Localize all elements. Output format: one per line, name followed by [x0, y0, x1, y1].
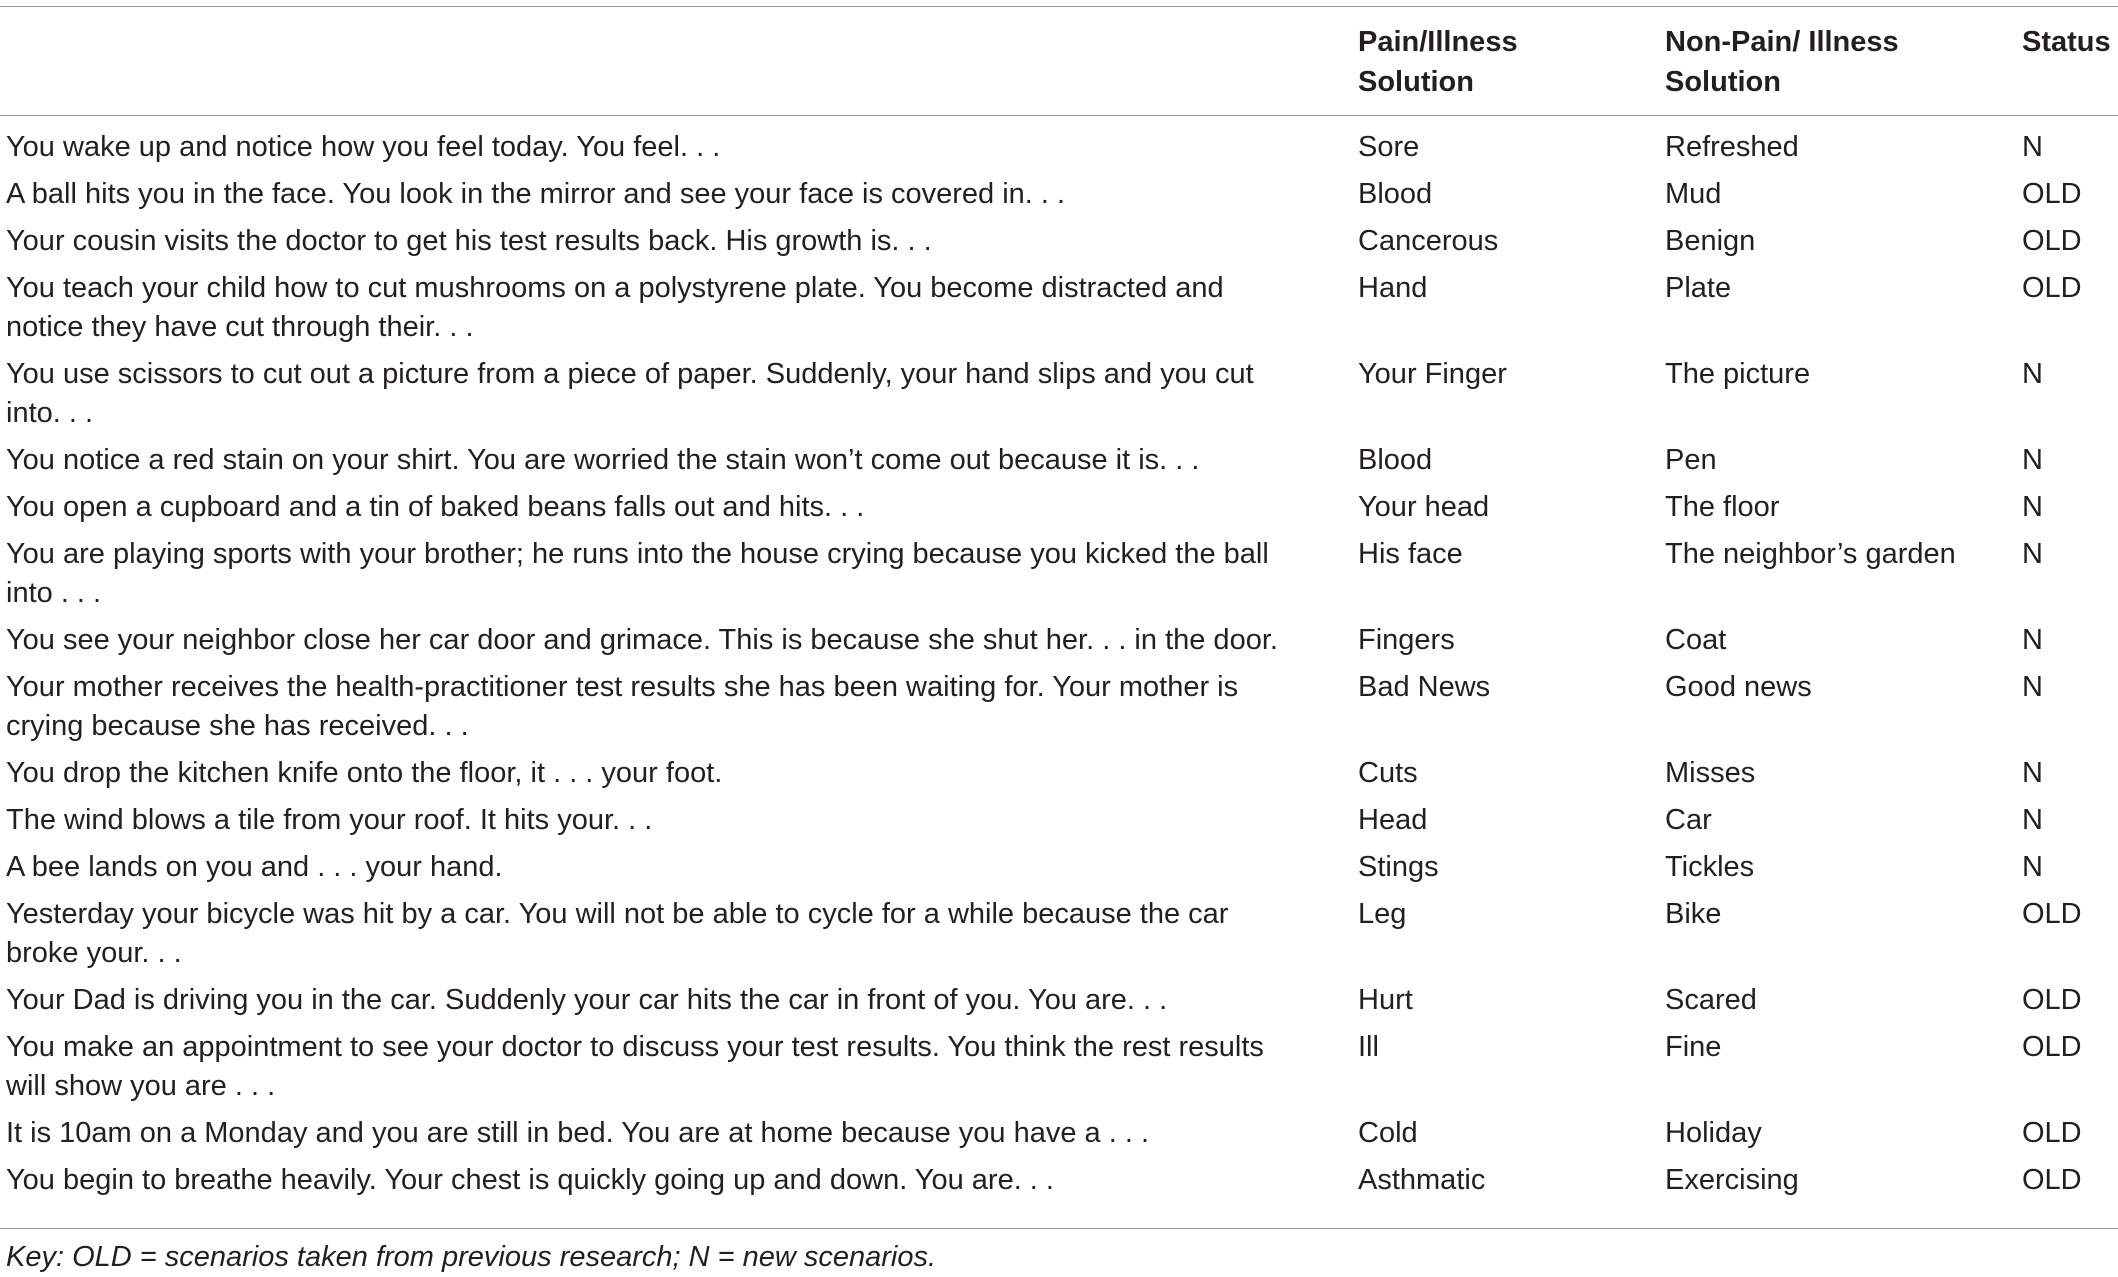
table-row [0, 754, 2118, 801]
table-row [0, 668, 2118, 754]
status-cell: N [2022, 358, 2043, 390]
nonpain-solution-cell: Coat [1665, 624, 1727, 656]
scenario-cell: You see your neighbor close her car door and grimace. This is because she shut her. . . in the door. [6, 624, 1278, 656]
pain-solution-cell: Blood [1358, 178, 1433, 210]
table-row [0, 981, 2118, 1028]
scenario-cell: You notice a red stain on your shirt. You are worried the stain won’t come out because it is. . . [6, 444, 1200, 476]
scenario-cell: You open a cupboard and a tin of baked beans falls out and hits. . . [6, 491, 865, 523]
table-row [0, 535, 2118, 621]
nonpain-solution-cell: The floor [1665, 491, 1780, 523]
pain-solution-cell: Ill [1358, 1031, 1379, 1063]
nonpain-solution-cell: Scared [1665, 984, 1757, 1016]
pain-solution-cell: Hurt [1358, 984, 1413, 1016]
scenario-cell: You teach your child how to cut mushrooms on a polystyrene plate. You become distracted and notice they have cut through their. . . [6, 272, 1224, 343]
nonpain-solution-cell: Holiday [1665, 1117, 1762, 1149]
pain-solution-cell: Sore [1358, 131, 1420, 163]
status-cell: OLD [2022, 984, 2082, 1016]
table-row [0, 175, 2118, 222]
pain-solution-cell: Your head [1358, 491, 1490, 523]
table-body [0, 128, 2118, 1208]
table-key-note: Key: OLD = scenarios taken from previous research; N = new scenarios. [6, 1241, 937, 1273]
nonpain-solution-cell: The picture [1665, 358, 1811, 390]
pain-solution-cell: Hand [1358, 272, 1428, 304]
scenario-cell: It is 10am on a Monday and you are still in bed. You are at home because you have a . . . [6, 1117, 1150, 1149]
nonpain-solution-cell: Bike [1665, 898, 1722, 930]
table-row [0, 621, 2118, 668]
nonpain-solution-cell: Refreshed [1665, 131, 1799, 163]
table-row [0, 269, 2118, 355]
nonpain-solution-cell: Fine [1665, 1031, 1722, 1063]
pain-solution-cell: Cancerous [1358, 225, 1499, 257]
nonpain-solution-cell: Mud [1665, 178, 1722, 210]
status-cell: N [2022, 624, 2043, 656]
status-cell: OLD [2022, 225, 2082, 257]
scenario-cell: The wind blows a tile from your roof. It hits your. . . [6, 804, 653, 836]
header-pain-solution: Pain/Illness Solution [1358, 26, 1518, 98]
header-status: Status [2022, 26, 2111, 58]
status-cell: N [2022, 491, 2043, 523]
pain-solution-cell: Cuts [1358, 757, 1418, 789]
pain-solution-cell: Head [1358, 804, 1428, 836]
scenario-cell: Yesterday your bicycle was hit by a car. You will not be able to cycle for a while because the car broke your. . . [6, 898, 1229, 969]
scenario-cell: You are playing sports with your brother; he runs into the house crying because you kicked the ball into . . . [6, 538, 1269, 609]
table-row [0, 1114, 2118, 1161]
status-cell: OLD [2022, 898, 2082, 930]
table-header-rule [0, 115, 2118, 116]
nonpain-solution-cell: Plate [1665, 272, 1732, 304]
status-cell: OLD [2022, 1031, 2082, 1063]
scenario-cell: Your Dad is driving you in the car. Suddenly your car hits the car in front of you. You are. . . [6, 984, 1168, 1016]
pain-solution-cell: Leg [1358, 898, 1407, 930]
pain-solution-cell: Bad News [1358, 671, 1491, 703]
status-cell: OLD [2022, 272, 2082, 304]
scenario-cell: You wake up and notice how you feel today. You feel. . . [6, 131, 721, 163]
table-bottom-rule [0, 1228, 2118, 1229]
table-row [0, 801, 2118, 848]
status-cell: N [2022, 851, 2043, 883]
nonpain-solution-cell: Benign [1665, 225, 1756, 257]
status-cell: N [2022, 804, 2043, 836]
scenario-cell: A bee lands on you and . . . your hand. [6, 851, 503, 883]
pain-solution-cell: Blood [1358, 444, 1433, 476]
table-row [0, 848, 2118, 895]
status-cell: N [2022, 131, 2043, 163]
nonpain-solution-cell: The neighbor’s garden [1665, 538, 1956, 570]
scenario-cell: You begin to breathe heavily. Your chest is quickly going up and down. You are. . . [6, 1164, 1054, 1196]
status-cell: N [2022, 444, 2043, 476]
nonpain-solution-cell: Misses [1665, 757, 1756, 789]
pain-solution-cell: Your Finger [1358, 358, 1507, 390]
scenario-cell: A ball hits you in the face. You look in the mirror and see your face is covered in. . . [6, 178, 1066, 210]
table-row [0, 355, 2118, 441]
nonpain-solution-cell: Car [1665, 804, 1712, 836]
table-row [0, 1028, 2118, 1114]
scenario-cell: You drop the kitchen knife onto the floor, it . . . your foot. [6, 757, 723, 789]
status-cell: N [2022, 757, 2043, 789]
header-nonpain-solution: Non-Pain/ Illness Solution [1665, 26, 1899, 98]
table-row [0, 128, 2118, 175]
pain-solution-cell: His face [1358, 538, 1463, 570]
nonpain-solution-cell: Tickles [1665, 851, 1755, 883]
status-cell: N [2022, 538, 2043, 570]
scenario-cell: You use scissors to cut out a picture from a piece of paper. Suddenly, your hand slips and you cut into. . . [6, 358, 1254, 429]
nonpain-solution-cell: Pen [1665, 444, 1717, 476]
pain-solution-cell: Fingers [1358, 624, 1455, 656]
scenario-cell: Your cousin visits the doctor to get his test results back. His growth is. . . [6, 225, 932, 257]
table-row [0, 488, 2118, 535]
nonpain-solution-cell: Good news [1665, 671, 1812, 703]
status-cell: OLD [2022, 1117, 2082, 1149]
scenario-cell: Your mother receives the health-practitioner test results she has been waiting for. Your mother is crying because she has received. . . [6, 671, 1239, 742]
status-cell: OLD [2022, 178, 2082, 210]
scenario-cell: You make an appointment to see your doctor to discuss your test results. You think the rest results will show you are . . . [6, 1031, 1264, 1102]
table-row [0, 1161, 2118, 1208]
pain-solution-cell: Stings [1358, 851, 1439, 883]
pain-solution-cell: Cold [1358, 1117, 1418, 1149]
status-cell: N [2022, 671, 2043, 703]
table-row [0, 222, 2118, 269]
status-cell: OLD [2022, 1164, 2082, 1196]
table-row [0, 895, 2118, 981]
nonpain-solution-cell: Exercising [1665, 1164, 1799, 1196]
table-top-rule [0, 6, 2118, 7]
table-row [0, 441, 2118, 488]
pain-solution-cell: Asthmatic [1358, 1164, 1486, 1196]
